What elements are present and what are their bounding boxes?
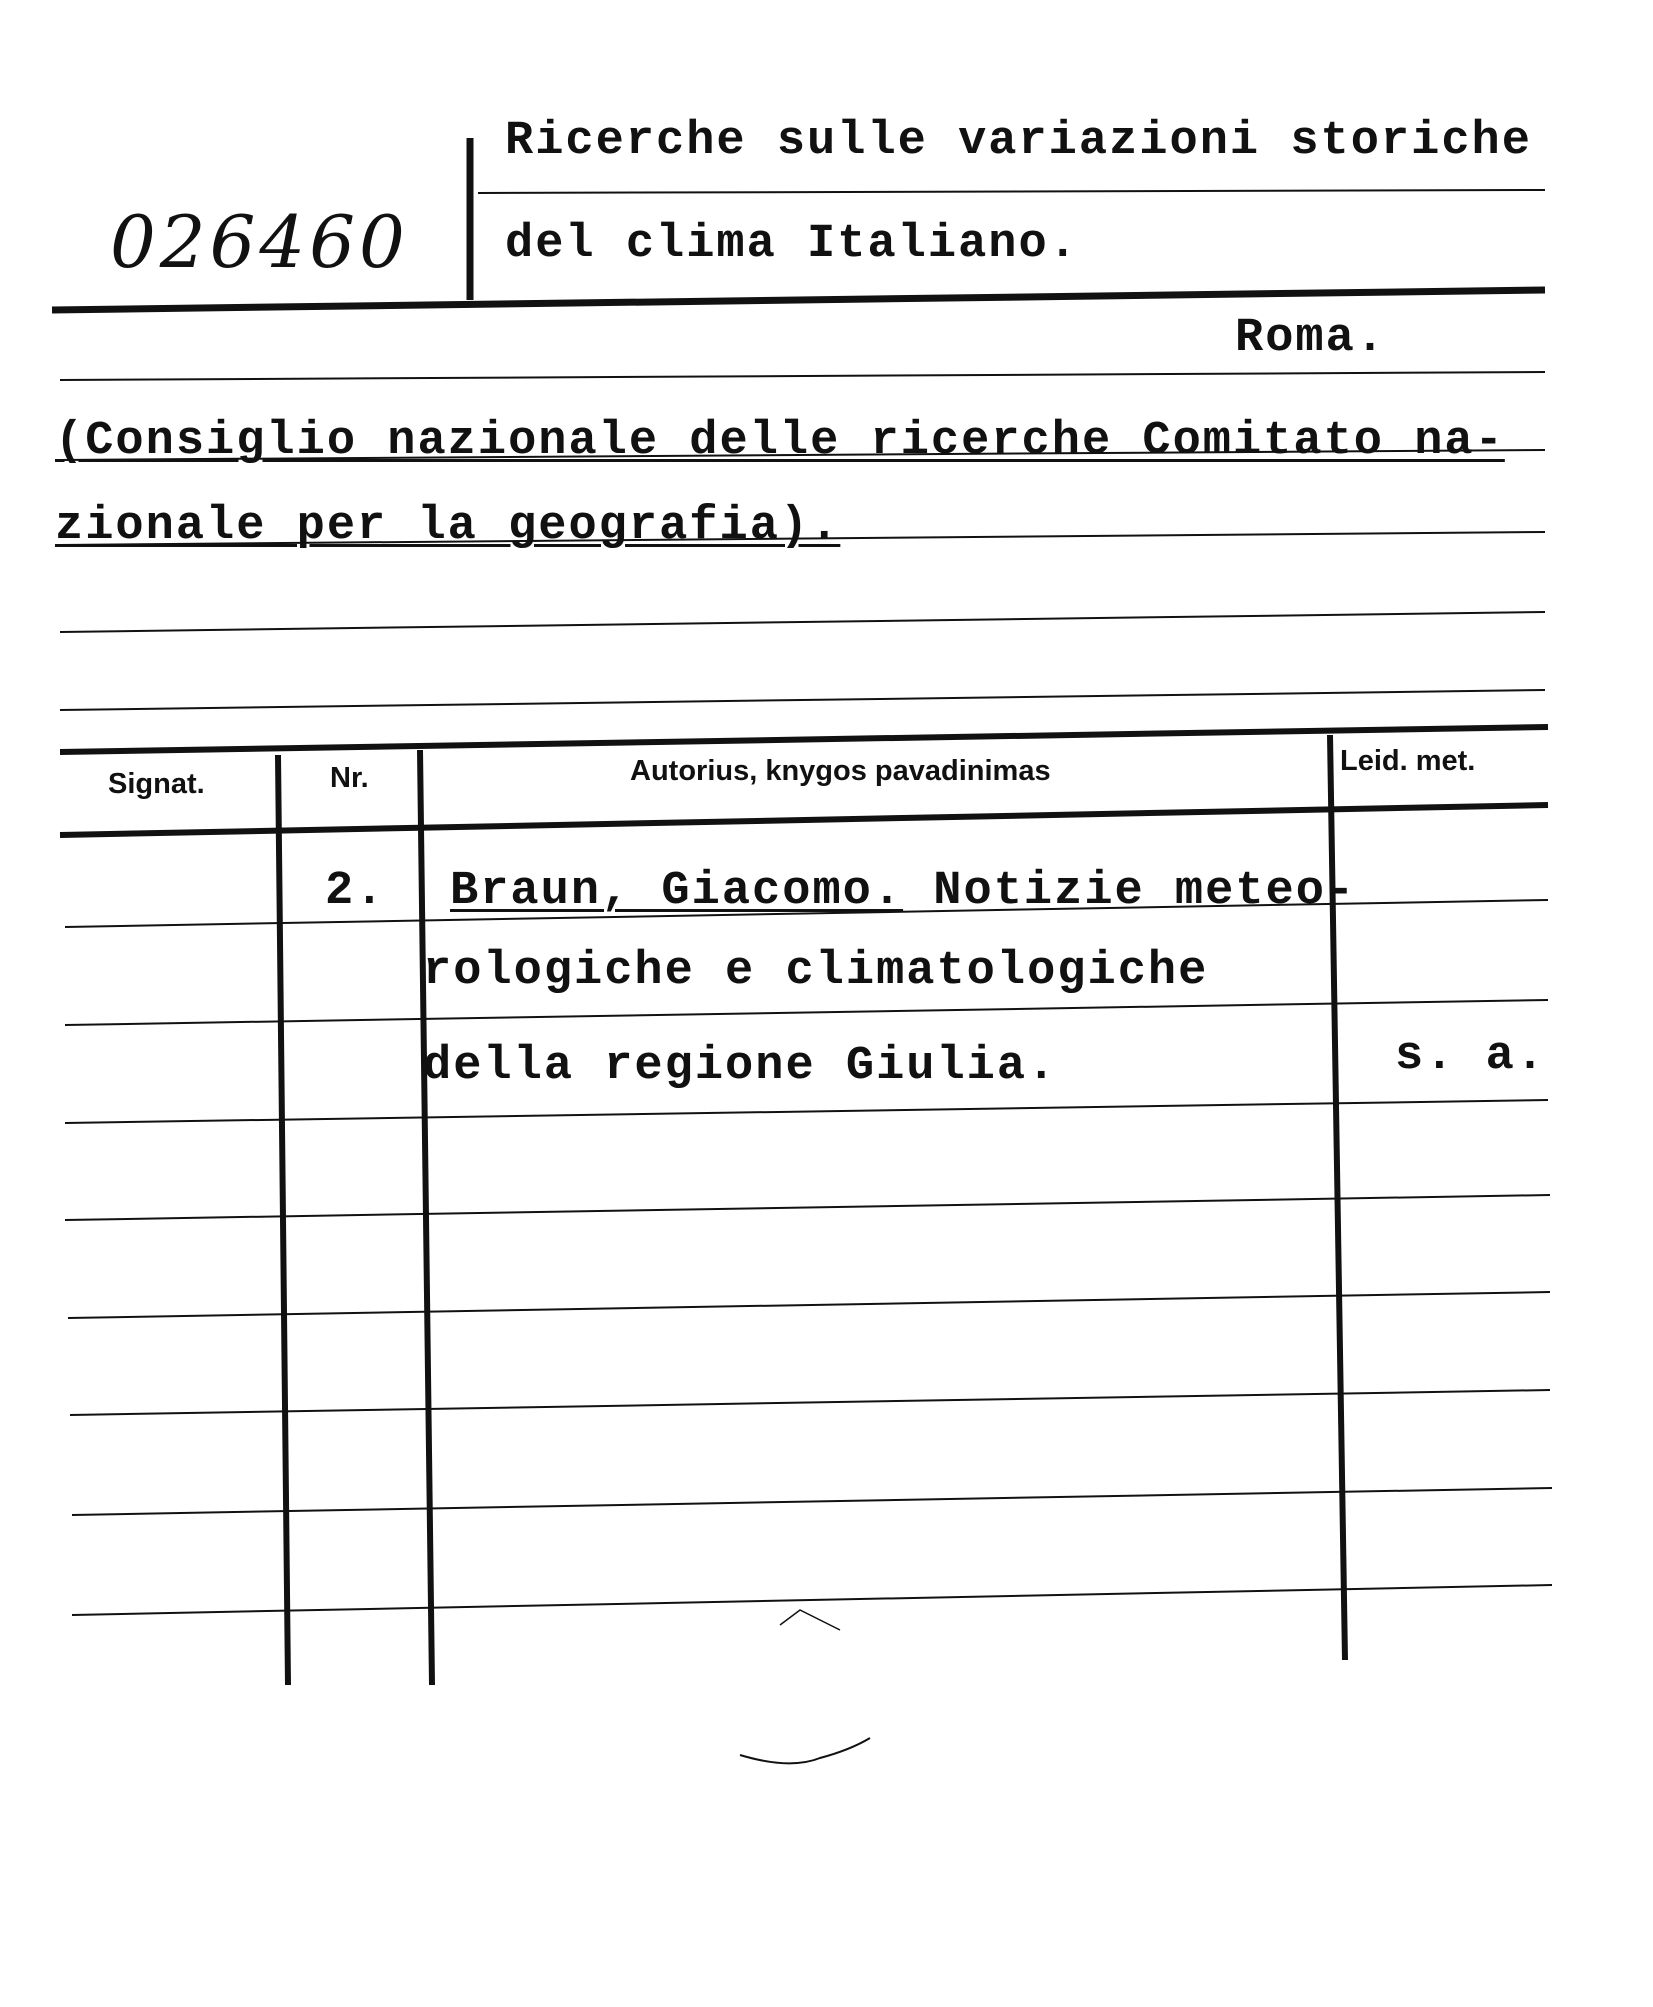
header-signat: Signat. [108, 768, 205, 800]
header-author-title: Autorius, knygos pavadinimas [630, 755, 1051, 787]
entry-number: 2. [325, 865, 386, 918]
entry-text-line-1: Notizie meteo- [933, 865, 1357, 918]
series-note-line-2: zionale per la geografia). [55, 500, 841, 553]
entry-text-line-2: rologiche e climatologiche [423, 945, 1209, 998]
title-line-2: del clima Italiano. [505, 218, 1079, 271]
entry-pub-method: s. a. [1395, 1030, 1547, 1083]
entry-line-1 [450, 865, 1356, 918]
call-number: 026460 [110, 200, 409, 284]
entry-author: Braun, Giacomo. [450, 865, 904, 918]
title-line-1: Ricerche sulle variazioni storiche [505, 115, 1532, 168]
series-note-line-1: (Consiglio nazionale delle ricerche Comitato na- [55, 415, 1505, 468]
entry-text-line-3: della regione Giulia. [423, 1040, 1058, 1093]
place-of-publication: Roma. [1235, 312, 1387, 365]
header-pub-method: Leid. met. [1340, 745, 1476, 777]
header-nr: Nr. [330, 762, 369, 794]
